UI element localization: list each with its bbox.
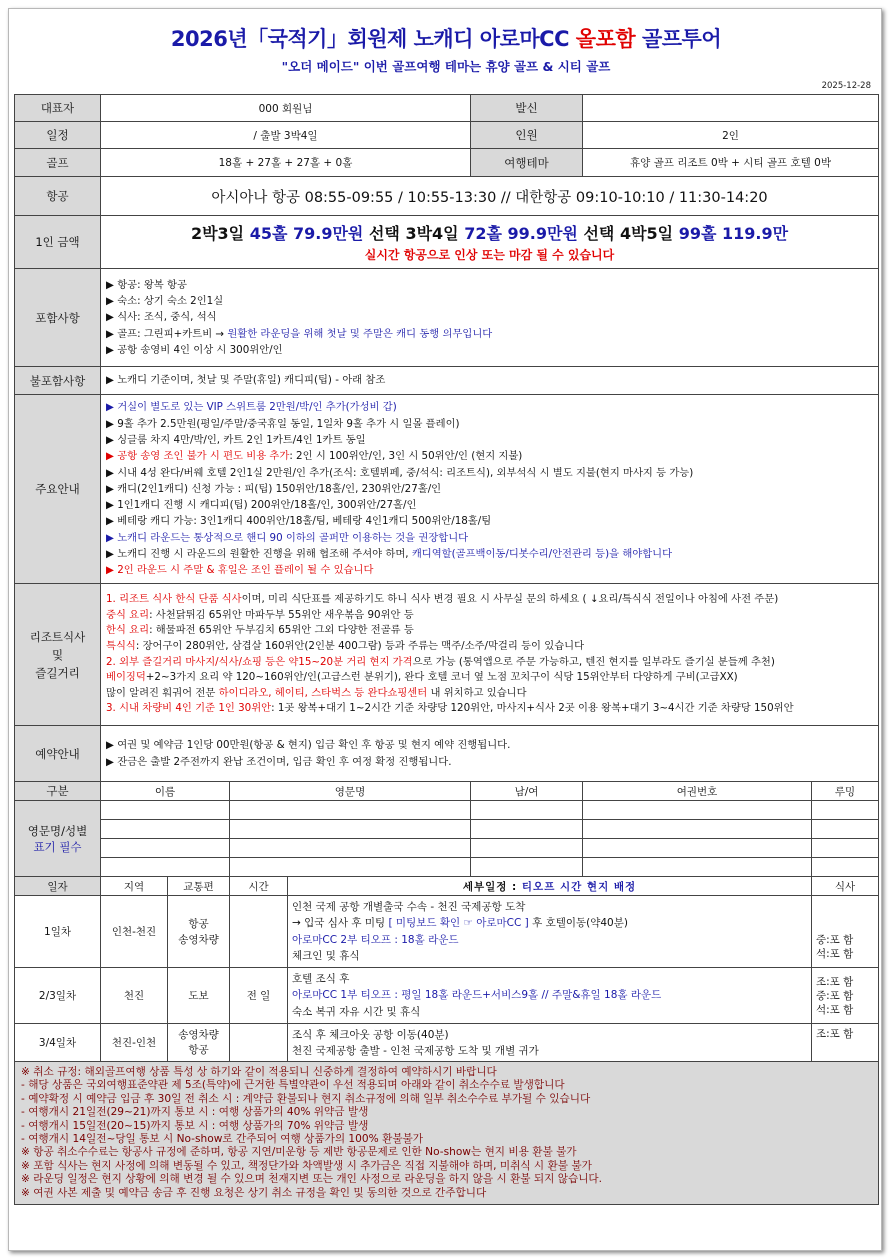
list-item: 2. 외부 즐길거리 마사지/식사/쇼핑 등은 약15~20분 거리 현지 가격으로 가능 (통역앱으로 주문 가능하고, 텐진 현지를 일부라도 즐기실 분들께 추천) [106,655,775,668]
theme-value: 휴양 골프 리조트 0박 + 시티 골프 호텔 0박 [583,149,879,177]
passenger-passport-cell[interactable] [583,801,812,820]
list-item: 3. 시내 차량비 4인 기준 1인 30위안: 1곳 왕복+대기 1~2시간 기준 차량당 120위안, 마사지+식사 2곳 이용 왕복+대기 3~4시간 기준 차량당 150위안 [106,702,794,715]
list-item: 베이징덕+2~3가지 요리 약 120~160위안/인(고급스런 분위기), 완다 호텔 코너 옆 노점 꼬치구이 식당 15위안부터 다양하게 구비(고급XX) [106,671,738,684]
passenger-header-type: 구분 [15,782,101,801]
list-item: ▶ 노캐디 진행 시 라운드의 원활한 진행을 위해 협조해 주셔야 하며, 캐디역할(골프백이동/디봇수리/안전관리 등)을 해야합니다 [106,548,673,561]
airline-label: 항공 [15,177,101,216]
passenger-sex-cell[interactable] [471,801,583,820]
price-option-c: 99홀 119.9만 [678,224,789,243]
itinerary-meal: 조:포 함 중:포 함 석:포 함 [812,968,879,1024]
tour-document [8,8,882,1251]
list-item: ▶ 시내 4성 완다/버웨 호텔 2인1실 2만원/인 추가(조식: 호텔뷔페, 중/석식: 리조트식), 외부석식 시 별도 지불(현지 마사지 등 가능) [106,466,694,479]
list-item: ▶ 베테랑 캐디 가능: 3인1캐디 400위안/18홀/팀, 베테랑 4인1캐디 500위안/18홀/팀 [106,515,492,528]
theme-label: 여행테마 [471,149,583,177]
golf-value: 18홀 + 27홀 + 27홀 + 0홀 [101,149,471,177]
price-label: 1인 금액 [15,216,101,269]
passenger-room-cell[interactable] [812,820,879,839]
list-item: ▶ 캐디(2인1캐디) 신청 가능 : 피(팁) 150위안/18홀/인, 230위안/27홀/인 [106,482,442,495]
list-item: 많이 알려진 훠궈어 전문 하이디라오, 헤이티, 스타벅스 등 완다쇼핑센터 내 위치하고 있습니다 [106,686,527,699]
sender-value [583,95,879,122]
itinerary-day: 3/4일차 [15,1024,101,1062]
list-item: ▶ 숙소: 상기 숙소 2인1실 [106,295,224,308]
itinerary-region: 천진-인천 [101,1024,168,1062]
list-item: - 여행개시 21일전(29~21)까지 통보 시 : 여행 상품가의 40% 위약금 발생 [21,1106,369,1119]
list-item: ▶ 항공: 왕복 항공 [106,278,187,291]
passenger-eng-cell[interactable] [230,820,471,839]
list-item: ▶ 2인 라운드 시 주말 & 휴일은 조인 플레이 될 수 있습니다 [106,564,374,577]
list-item: ※ 라운딩 일정은 현지 상황에 의해 변경 될 수 있으며 천재지변 또는 개인 사정으로 라운딩을 하지 않을 시 환불 되지 않습니다. [21,1173,603,1186]
list-item: ▶ 여권 및 예약금 1인당 00만원(항공 & 현지) 입금 확인 후 항공 및 현지 예약 진행됩니다. [106,739,511,752]
tour-table [14,94,879,1205]
list-item: ▶ 싱글룸 차지 4만/박/인, 카트 2인 1카트/4인 1카트 동일 [106,433,366,446]
list-item: 중식 요리: 사천닭튀김 65위안 마파두부 55위안 새우볶음 90위안 등 [106,608,414,621]
itinerary-header-region: 지역 [101,877,168,896]
passenger-name-cell[interactable] [101,801,230,820]
itinerary-header-day: 일자 [15,877,101,896]
itinerary-time [230,1024,288,1062]
excluded-text: ▶ 노캐디 기준이며, 첫날 및 주말(휴일) 캐디피(팁) - 아래 참조 [101,367,879,395]
list-item: - 여행개시 15일전(20~15)까지 통보 시 : 여행 상품가의 70% 위약금 발생 [21,1119,369,1132]
sender-label: 발신 [471,95,583,122]
passenger-room-cell[interactable] [812,839,879,858]
itinerary-transport: 항공 송영차량 [168,896,230,968]
list-item: ▶ 9홀 추가 2.5만원(평일/주말/중국휴일 동일, 1일차 9홀 추가 시 일몰 플레이) [106,417,460,430]
passenger-name-cell[interactable] [101,820,230,839]
list-item: 1. 리조트 식사 한식 단품 식사이며, 미리 식단표를 제공하기도 하니 식사 변경 필요 시 사무실 문의 하세요 ( ↓요리/특식식 전일이나 아침에 사전 주문) [106,593,779,606]
golf-label: 골프 [15,149,101,177]
document-date: 2025-12-28 [821,81,871,91]
passenger-room-cell[interactable] [812,801,879,820]
passenger-sex-cell[interactable] [471,839,583,858]
itinerary-day: 2/3일차 [15,968,101,1024]
itinerary-time [230,896,288,968]
people-value: 2인 [583,122,879,149]
passenger-name-cell[interactable] [101,839,230,858]
passenger-header-passport: 여권번호 [583,782,812,801]
itinerary-region: 인천-천진 [101,896,168,968]
itinerary-meal: 조:포 함 [812,1024,879,1062]
passenger-passport-cell[interactable] [583,820,812,839]
list-item: ▶ 골프: 그린피+카트비 → 원활한 라운딩을 위해 첫날 및 주말은 캐디 동행 의무입니다 [106,327,493,340]
rep-label: 대표자 [15,95,101,122]
cancellation-policy [15,1062,879,1205]
passenger-eng-cell[interactable] [230,801,471,820]
passenger-header-sex: 남/여 [471,782,583,801]
included-label: 포함사항 [15,269,101,367]
list-item: 한식 요리: 해물파전 65위안 두부김치 65위안 그외 다양한 전골류 등 [106,624,414,637]
list-item: ※ 취소 규정: 해외골프여행 상품 특성 상 하기와 같이 적용되니 신중하게 결정하여 예약하시기 바랍니다 [21,1066,497,1078]
itinerary-header-time: 시간 [230,877,288,896]
itinerary-detail: 인천 국제 공항 개별출국 수속 - 천진 국제공항 도착 → 입국 심사 후 미팅 [ 미팅보드 확인 ☞ 아로마CC ] 후 호텔이동(약40분) 아로마CC 2부 티오프 : 18홀 라운드 체크인 및 휴식 [288,896,812,968]
passenger-passport-cell[interactable] [583,839,812,858]
list-item: 특식식: 장어구이 280위안, 삼겹살 160위안(2인분 400그람) 등과 주류는 맥주/소주/막걸리 등이 있습니다 [106,639,585,652]
list-item: ※ 항공 취소수수료는 항공사 규정에 준하며, 항공 지연/미운항 등 제반 항공문제로 인한 No-show는 현지 비용 환불 불가 [21,1146,577,1159]
list-item: ▶ 거실이 별도로 있는 VIP 스위트룸 2만원/박/인 추가(가성비 갑) [106,401,397,414]
list-item: ▶ 잔금은 출발 2주전까지 완납 조건이며, 입금 확인 후 여정 확정 진행됩니다. [106,755,452,768]
itinerary-transport: 송영차량 항공 [168,1024,230,1062]
passenger-passport-cell[interactable] [583,858,812,877]
people-label: 인원 [471,122,583,149]
itinerary-header-detail: 세부일정 : 티오프 시간 현지 배정 [288,877,812,896]
price-option-a: 45홀 79.9만원 [249,224,364,243]
guide-label: 주요안내 [15,395,101,584]
resort-label: 리조트식사 및 즐길거리 [15,584,101,726]
guide-list [101,395,879,584]
booking-label: 예약안내 [15,726,101,782]
list-item: ※ 포함 식사는 현지 사정에 의해 변동될 수 있고, 책정단가와 차액발생 시 추가금은 직접 지불해야 하며, 미취식 시 환불 불가 [21,1159,592,1172]
booking-list [101,726,879,782]
list-item: ▶ 1인1캐디 진행 시 캐디피(팁) 200위안/18홀/인, 300위안/27홀/인 [106,499,417,512]
itinerary-header-transport: 교통편 [168,877,230,896]
itinerary-meal: 중:포 함 석:포 함 [812,896,879,968]
price-option-b: 72홀 99.9만원 [464,224,578,243]
list-item: - 여행개시 14일전~당일 통보 시 No-show로 간주되어 여행 상품가의 100% 환불불가 [21,1133,424,1146]
itinerary-time: 전 일 [230,968,288,1024]
price-options: 2박3일 45홀 79.9만원 선택 3박4일 72홀 99.9만원 선택 4박5일 99홀 119.9만 실시간 항공으로 인상 또는 마감 될 수 있습니다 [101,216,879,269]
list-item: ▶ 식사: 조식, 중식, 석식 [106,311,217,324]
itinerary-transport: 도보 [168,968,230,1024]
title-highlight: 올포함 [575,27,636,51]
list-item: ▶ 노캐디 라운드는 통상적으로 핸디 90 이하의 골퍼만 이용하는 것을 권장합니다 [106,531,469,544]
itinerary-detail: 호텔 조식 후 아로마CC 1부 티오프 : 평일 18홀 라운드+서비스9홀 // 주말&휴일 18홀 라운드 숙소 복귀 자유 시간 및 휴식 [288,968,812,1024]
passenger-side-label: 영문명/성별 표기 필수 [15,801,101,877]
passenger-sex-cell[interactable] [471,858,583,877]
document-subtitle: "오더 메이드" 이번 골프여행 테마는 휴양 골프 & 시티 골프 [281,59,611,74]
resort-list [101,584,879,726]
list-item: ▶ 공항 송영비 4인 이상 시 300위안/인 [106,343,283,356]
passenger-header-room: 루밍 [812,782,879,801]
passenger-sex-cell[interactable] [471,820,583,839]
excluded-label: 불포함사항 [15,367,101,395]
passenger-header-eng: 영문명 [230,782,471,801]
document-title: 2026년「국적기」회원제 노캐디 아로마CC 올포함 골프투어 [170,27,722,51]
list-item: ※ 여권 사본 제출 및 예약금 송금 후 진행 요청은 상기 취소 규정을 확인 및 동의한 것으로 간주합니다 [21,1186,487,1199]
schedule-value: / 출발 3박4일 [101,122,471,149]
passenger-room-cell[interactable] [812,858,879,877]
passenger-eng-cell[interactable] [230,858,471,877]
passenger-header-name: 이름 [101,782,230,801]
list-item: - 해당 상품은 국외여행표준약관 제 5조(특약)에 근거한 특별약관이 우선 적용되며 아래와 같이 취소수수료 발생합니다 [21,1079,565,1092]
schedule-label: 일정 [15,122,101,149]
itinerary-detail: 조식 후 체크아웃 공항 이동(40분) 천진 국제공항 출발 - 인천 국제공항 도착 및 개별 귀가 [288,1024,812,1062]
price-note: 실시간 항공으로 인상 또는 마감 될 수 있습니다 [364,248,615,262]
passenger-eng-cell[interactable] [230,839,471,858]
rep-value: 000 회원님 [101,95,471,122]
itinerary-region: 천진 [101,968,168,1024]
itinerary-day: 1일차 [15,896,101,968]
list-item: - 예약확정 시 예약금 입금 후 30일 전 취소 시 : 계약금 환불되나 현지 취소규정에 의해 일부 취소수수료 부가될 수 있습니다 [21,1092,591,1105]
airline-value: 아시아나 항공 08:55-09:55 / 10:55-13:30 // 대한항공 09:10-10:10 / 11:30-14:20 [101,177,879,216]
itinerary-header-meal: 식사 [812,877,879,896]
list-item: ▶ 공항 송영 조인 불가 시 편도 비용 추가: 2인 시 100위안/인, 3인 시 50위안/인 (현지 지불) [106,450,523,463]
passenger-name-cell[interactable] [101,858,230,877]
included-list [101,269,879,367]
